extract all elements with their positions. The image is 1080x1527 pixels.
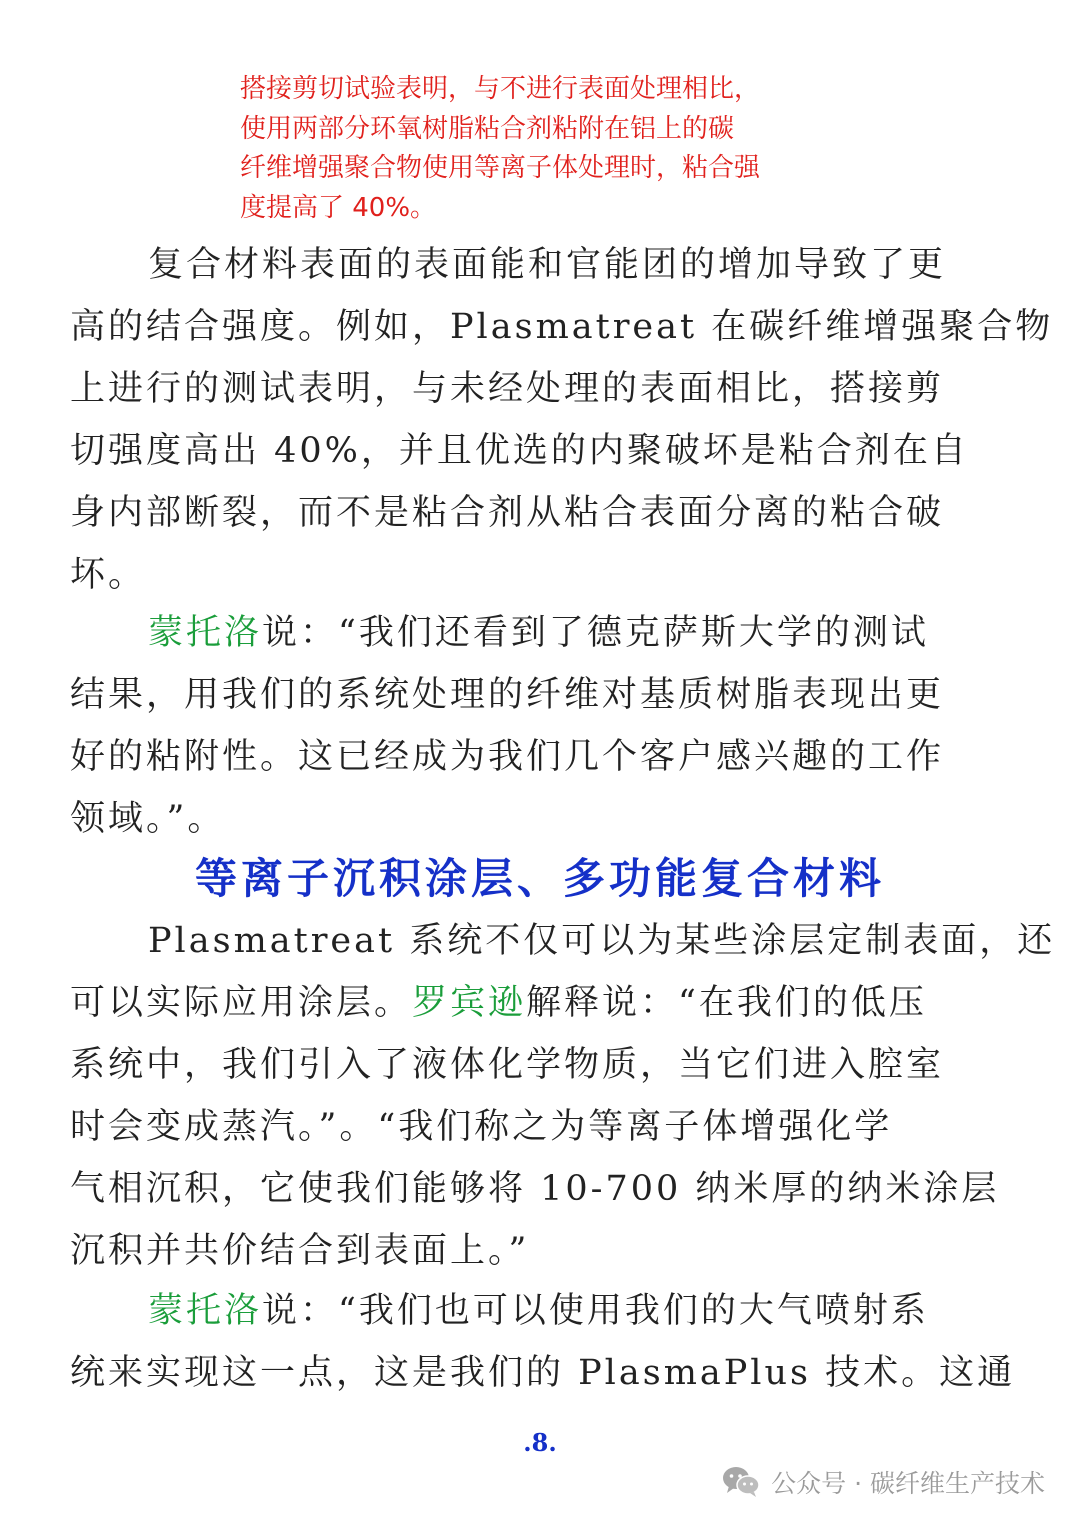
- text-line: 时会变成蒸汽。”。“我们称之为等离子体增强化学: [70, 1107, 893, 1147]
- text-segment: 解释说：“在我们的低压: [526, 983, 927, 1023]
- text-line: Plasmatreat 系统不仅可以为某些涂层定制表面，还: [148, 921, 1056, 961]
- text-line: 坏。: [70, 555, 147, 595]
- text-line: 好的粘附性。这已经成为我们几个客户感兴趣的工作: [70, 737, 945, 777]
- text-line: 上进行的测试表明，与未经处理的表面相比，搭接剪: [70, 369, 945, 409]
- text-segment: 可以实际应用涂层。: [70, 983, 413, 1023]
- paragraph-4: [70, 1280, 1015, 1404]
- caption-line: 使用两部分环氧树脂粘合剂粘附在铝上的碳: [240, 113, 735, 144]
- text-line: 气相沉积，它使我们能够将 10-700 纳米厚的纳米涂层: [70, 1169, 1000, 1209]
- text-line: 切强度高出 40%，并且优选的内聚破坏是粘合剂在自: [70, 431, 969, 471]
- text-line: 高的结合强度。例如，Plasmatreat 在碳纤维增强聚合物: [70, 307, 1054, 347]
- text-line: [70, 1280, 1015, 1342]
- caption-line: 度提高了 40%。: [240, 192, 437, 223]
- caption-line: 搭接剪切试验表明，与不进行表面处理相比，: [240, 74, 761, 104]
- speaker-name: 罗宾逊: [412, 983, 527, 1023]
- page-number: .8.: [523, 1428, 557, 1457]
- text-line: 系统中，我们引入了液体化学物质，当它们进入腔室: [70, 1045, 945, 1085]
- paragraph-3: [70, 910, 1056, 1282]
- section-heading: 等离子沉积涂层、多功能复合材料: [194, 854, 885, 903]
- caption-line: 纤维增强聚合物使用等离子体处理时，粘合强: [240, 153, 761, 183]
- text-line: 统来实现这一点，这是我们的 PlasmaPlus 技术。这通: [70, 1353, 1016, 1393]
- text-line: 领域。”。: [70, 799, 226, 839]
- quote-text: 说：“我们也可以使用我们的大气喷射系: [262, 1291, 929, 1331]
- text-line: [70, 972, 1015, 1034]
- speaker-name: 蒙托洛: [148, 613, 263, 653]
- text-line: 结果，用我们的系统处理的纤维对基质树脂表现出更: [70, 675, 945, 715]
- text-line: 身内部断裂，而不是粘合剂从粘合表面分离的粘合破: [70, 493, 945, 533]
- wechat-icon: [721, 1465, 761, 1499]
- paragraph-1: [70, 234, 1054, 606]
- paragraph-2: [70, 602, 1015, 850]
- watermark-text: 公众号 · 碳纤维生产技术: [771, 1469, 1045, 1498]
- text-line: 复合材料表面的表面能和官能团的增加导致了更: [148, 245, 947, 285]
- text-line: 沉积并共价结合到表面上。”: [70, 1231, 530, 1271]
- text-line: [70, 602, 1015, 664]
- figure-caption: [240, 70, 840, 228]
- speaker-name: 蒙托洛: [148, 1291, 263, 1331]
- watermark: [721, 1458, 1045, 1506]
- quote-text: 说：“我们还看到了德克萨斯大学的测试: [262, 613, 929, 653]
